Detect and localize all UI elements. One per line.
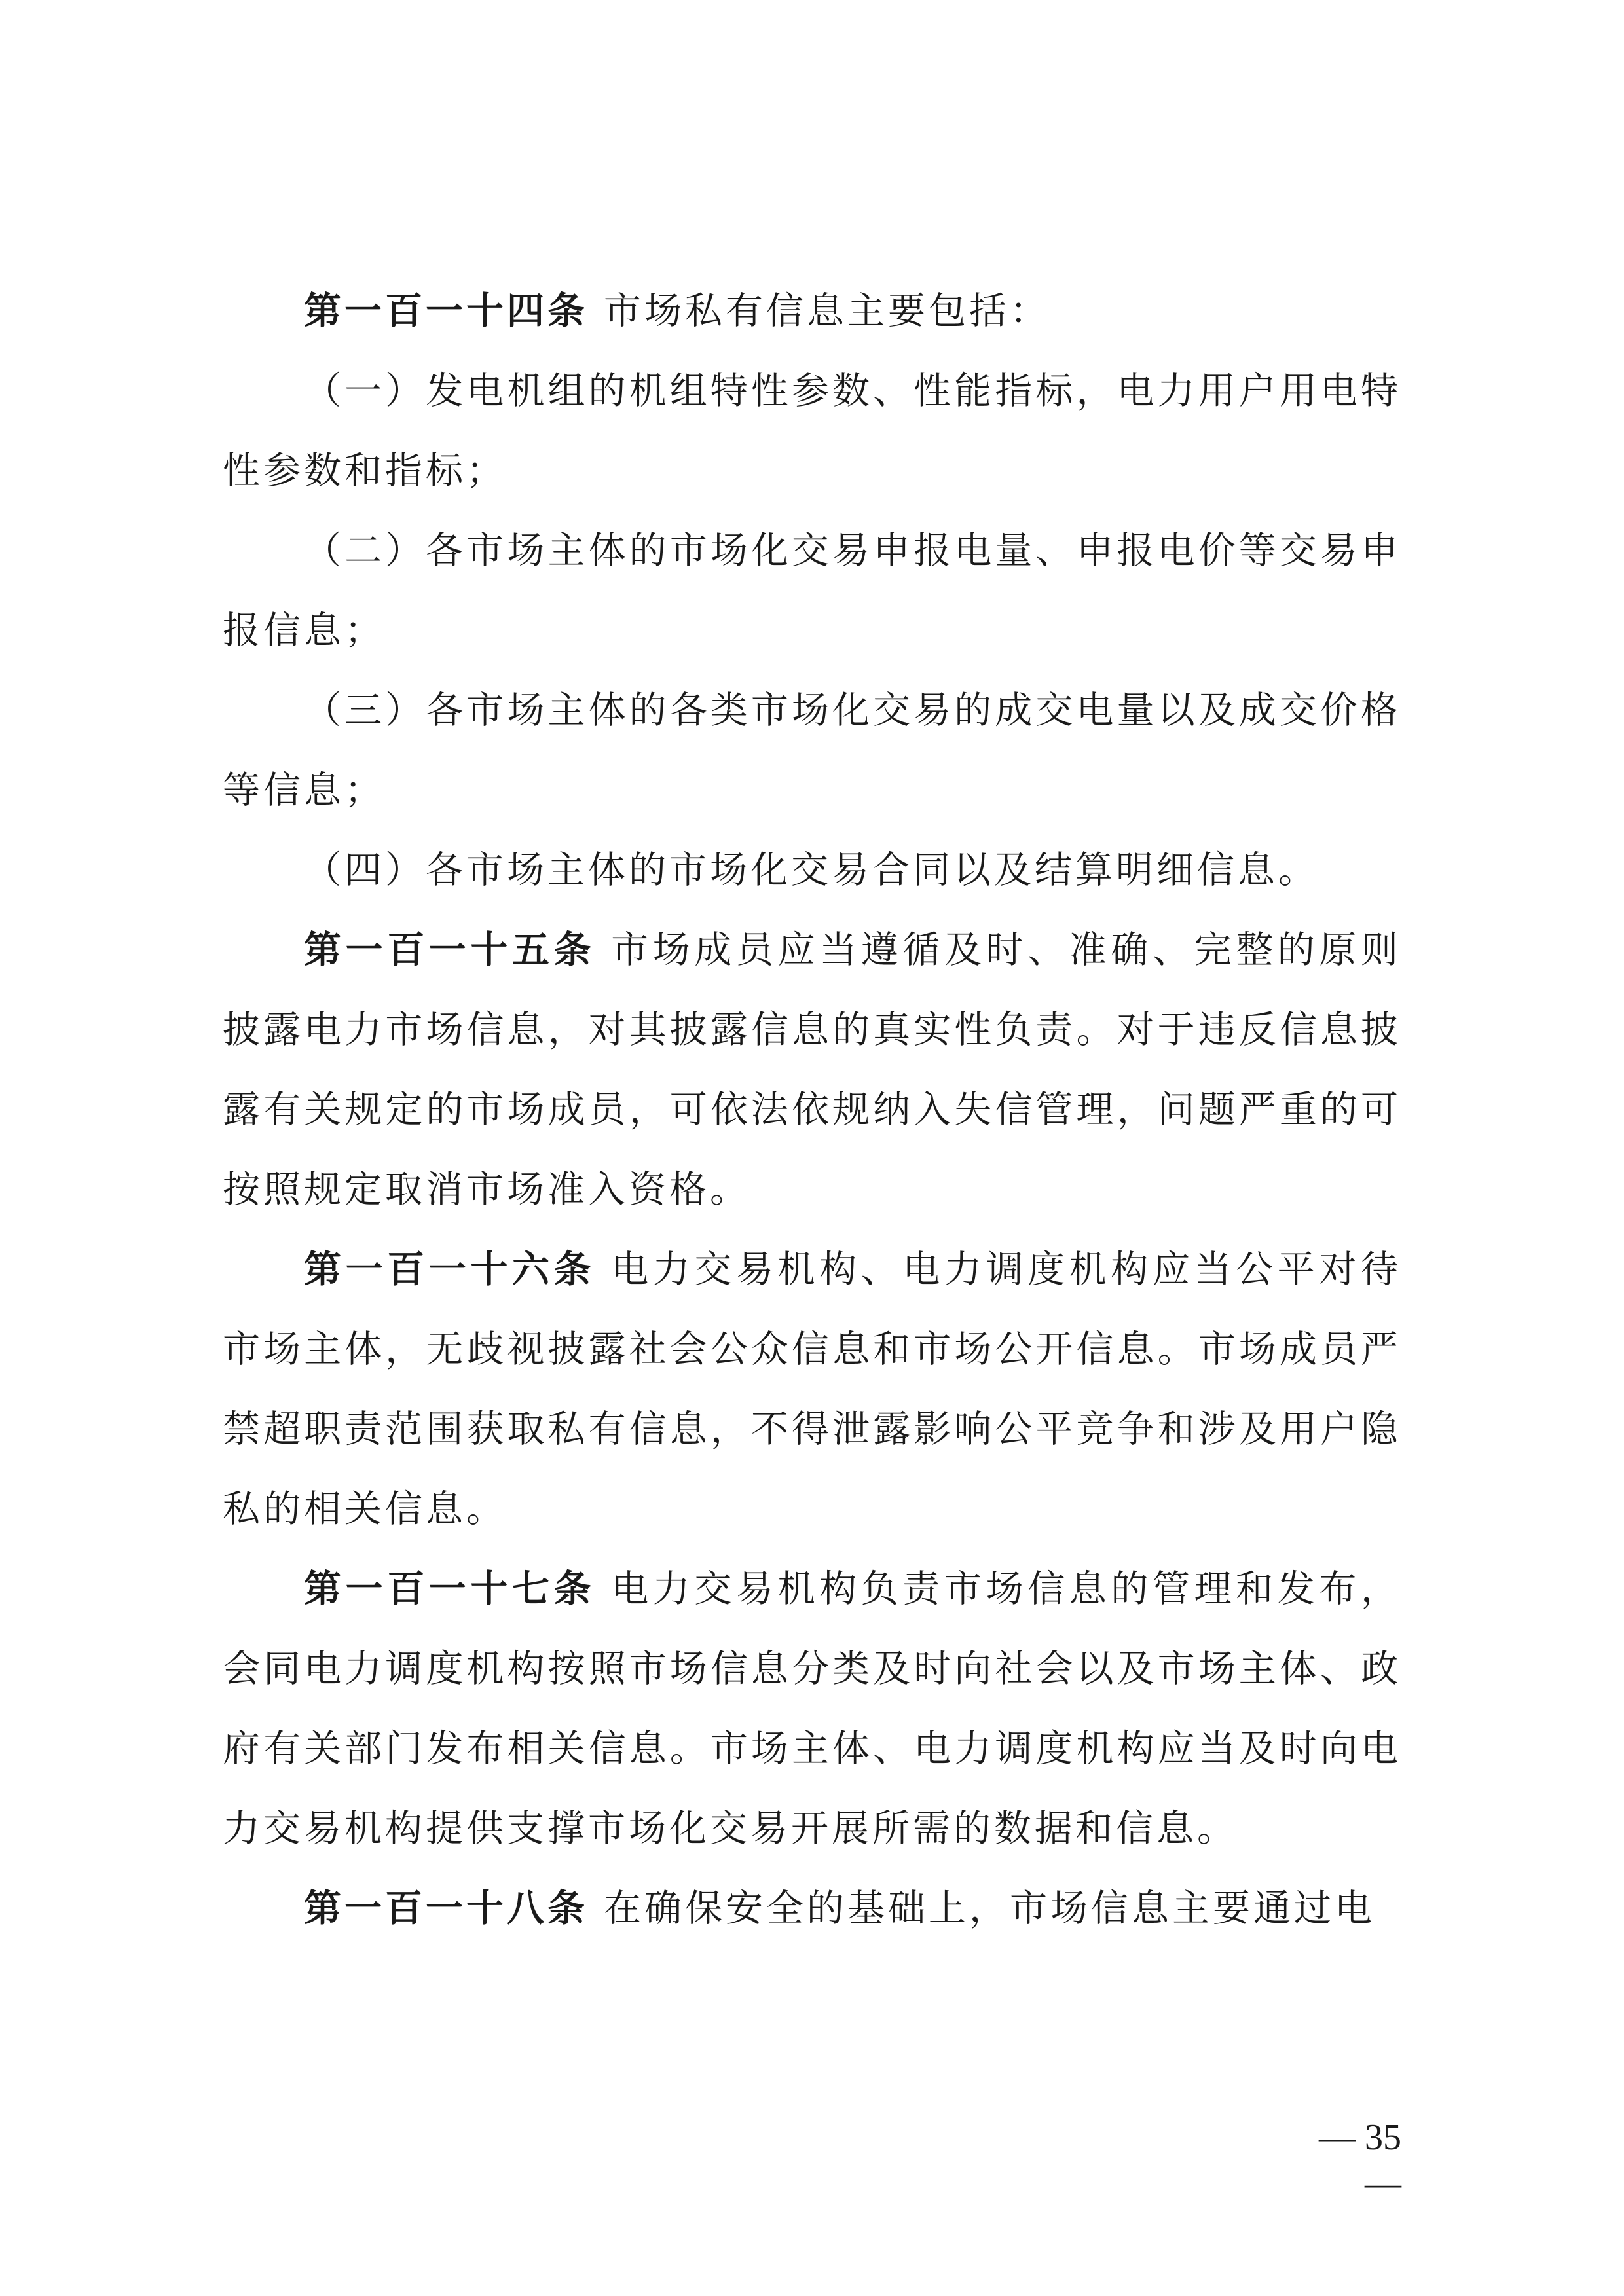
article-text: 市场成员应当遵循及时、准确、完整的原则披露电力市场信息，对其披露信息的真实性负责。对于违反信息披露有关规定的市场成员，可依法依规纳入失信管理，问题严重的可按照规定取消市场准入资格。 — [223, 928, 1402, 1211]
clause-4-paragraph — [223, 830, 1401, 910]
clause-2-paragraph — [223, 511, 1401, 670]
clause-1-paragraph — [223, 351, 1401, 511]
article-heading: 第一百一十五条 — [304, 928, 596, 972]
article-118-paragraph — [223, 1868, 1401, 1948]
clause-text: （四）各市场主体的市场化交易合同以及结算明细信息。 — [304, 848, 1319, 892]
clause-text: （三）各市场主体的各类市场化交易的成交电量以及成交价格等信息； — [223, 689, 1401, 812]
clause-3-paragraph — [223, 670, 1401, 830]
article-text: 电力交易机构负责市场信息的管理和发布，会同电力调度机构按照市场信息分类及时向社会以及市场主体、政府有关部门发布相关信息。市场主体、电力调度机构应当及时向电力交易机构提供支撑市场化交易开展所需的数据和信息。 — [223, 1567, 1402, 1850]
article-heading: 第一百一十六条 — [304, 1247, 596, 1291]
article-115-paragraph — [223, 910, 1401, 1230]
article-heading: 第一百一十七条 — [304, 1567, 596, 1611]
clause-text: （一）发电机组的机组特性参数、性能指标，电力用户用电特性参数和指标； — [223, 369, 1401, 492]
article-116-paragraph — [223, 1230, 1401, 1549]
article-114-paragraph — [223, 271, 1401, 351]
clause-text: （二）各市场主体的市场化交易申报电量、申报电价等交易申报信息； — [223, 529, 1401, 652]
article-117-paragraph — [223, 1549, 1401, 1868]
article-heading: 第一百一十四条 — [304, 289, 588, 333]
article-text: 市场私有信息主要包括： — [604, 289, 1050, 333]
document-body — [223, 271, 1401, 1948]
article-text: 在确保安全的基础上，市场信息主要通过电 — [604, 1887, 1375, 1930]
article-heading: 第一百一十八条 — [304, 1886, 588, 1930]
page-number: — 35— — [1319, 2117, 1401, 2204]
article-text: 电力交易机构、电力调度机构应当公平对待市场主体，无歧视披露社会公众信息和市场公开信息。市场成员严禁超职责范围获取私有信息，不得泄露影响公平竞争和涉及用户隐私的相关信息。 — [223, 1248, 1402, 1531]
